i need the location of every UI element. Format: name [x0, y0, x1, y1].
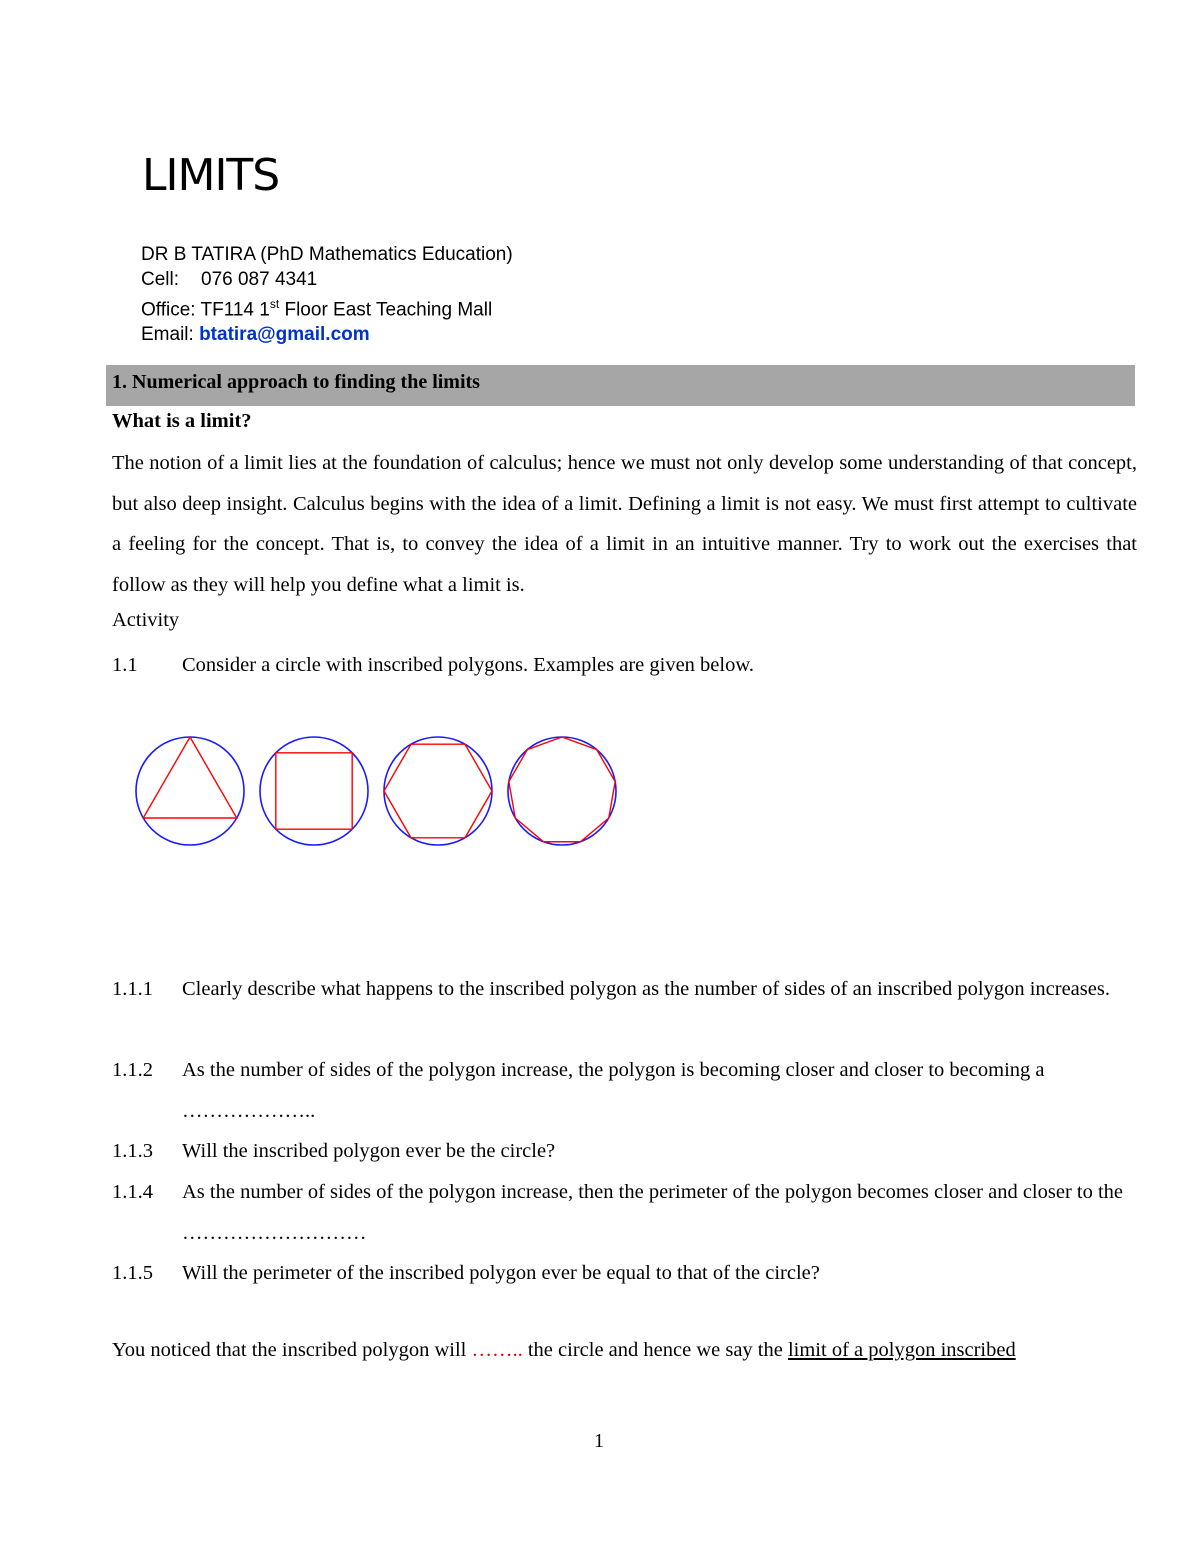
question-text: As the number of sides of the polygon increase, then the perimeter of the polygon becomes closer and closer to the ……………………… — [182, 1181, 1124, 1244]
conclusion-pre: You noticed that the inscribed polygon will — [112, 1339, 472, 1361]
intro-paragraph: The notion of a limit lies at the foundation of calculus; hence we must not only develop some understanding of that concept, but also deep insight. Calculus begins with the idea of a limit. Defining a limit is not easy. We must first attempt to cultivate a feeling for the concept. That is, to convey the idea of a limit in an intuitive manner. Try to work out the exercises that follow as they will help you define what a limit is. — [112, 452, 1137, 596]
question-text: Will the perimeter of the inscribed polygon ever be equal to that of the circle? — [182, 1262, 820, 1284]
conclusion-sentence — [112, 1339, 1016, 1362]
circle-1 — [136, 737, 244, 845]
activity-label: Activity — [112, 609, 180, 631]
question-number: 1.1.2 — [112, 1059, 153, 1081]
section-heading: 1. Numerical approach to finding the limits — [112, 371, 480, 393]
office-row — [141, 292, 513, 322]
cell-value: 076 087 4341 — [201, 269, 318, 290]
circle-4 — [508, 737, 616, 845]
author-contact-block — [141, 242, 513, 347]
inscribed-polygons-figure — [130, 730, 630, 855]
email-row — [141, 322, 513, 347]
item-text: Consider a circle with inscribed polygons. Examples are given below. — [182, 654, 754, 676]
question-number: 1.1.3 — [112, 1140, 153, 1162]
question-text: As the number of sides of the polygon increase, the polygon is becoming closer and closer to becoming a ……………….. — [182, 1059, 1045, 1122]
page-number: 1 — [594, 1430, 604, 1452]
conclusion-blank: …….. — [471, 1339, 523, 1361]
question-number: 1.1.5 — [112, 1262, 153, 1284]
question-heading: What is a limit? — [112, 410, 252, 432]
office-ordinal-sup: st — [269, 297, 280, 311]
inscribed-polygon-3-sides — [143, 737, 237, 818]
inscribed-polygon-9-sides — [509, 737, 615, 842]
cell-label: Cell: — [141, 269, 180, 290]
conclusion-mid: the circle and hence we say the — [522, 1339, 788, 1361]
question-text: Clearly describe what happens to the inscribed polygon as the number of sides of an inscribed polygon increases. — [182, 978, 1110, 1000]
inscribed-polygon-4-sides — [276, 753, 352, 829]
section-heading-bar — [106, 365, 1135, 406]
question-text: Will the inscribed polygon ever be the circle? — [182, 1140, 556, 1162]
circle-3 — [384, 737, 492, 845]
email-label: Email: — [141, 324, 194, 346]
question-number: 1.1.1 — [112, 978, 153, 1000]
item-number: 1.1 — [112, 654, 138, 676]
author-name: DR B TATIRA (PhD Mathematics Education) — [141, 244, 513, 265]
office-value-pre: TF114 1 — [200, 299, 270, 321]
cell-row — [141, 267, 513, 292]
email-link[interactable]: btatira@gmail.com — [199, 324, 370, 346]
inscribed-polygon-6-sides — [384, 744, 492, 838]
office-value-post: Floor East Teaching Mall — [279, 299, 493, 321]
page-title: LIMITS — [142, 150, 280, 201]
conclusion-underlined-term: limit of a polygon inscribed — [787, 1339, 1016, 1361]
office-label: Office: — [141, 299, 196, 321]
question-number: 1.1.4 — [112, 1181, 153, 1203]
